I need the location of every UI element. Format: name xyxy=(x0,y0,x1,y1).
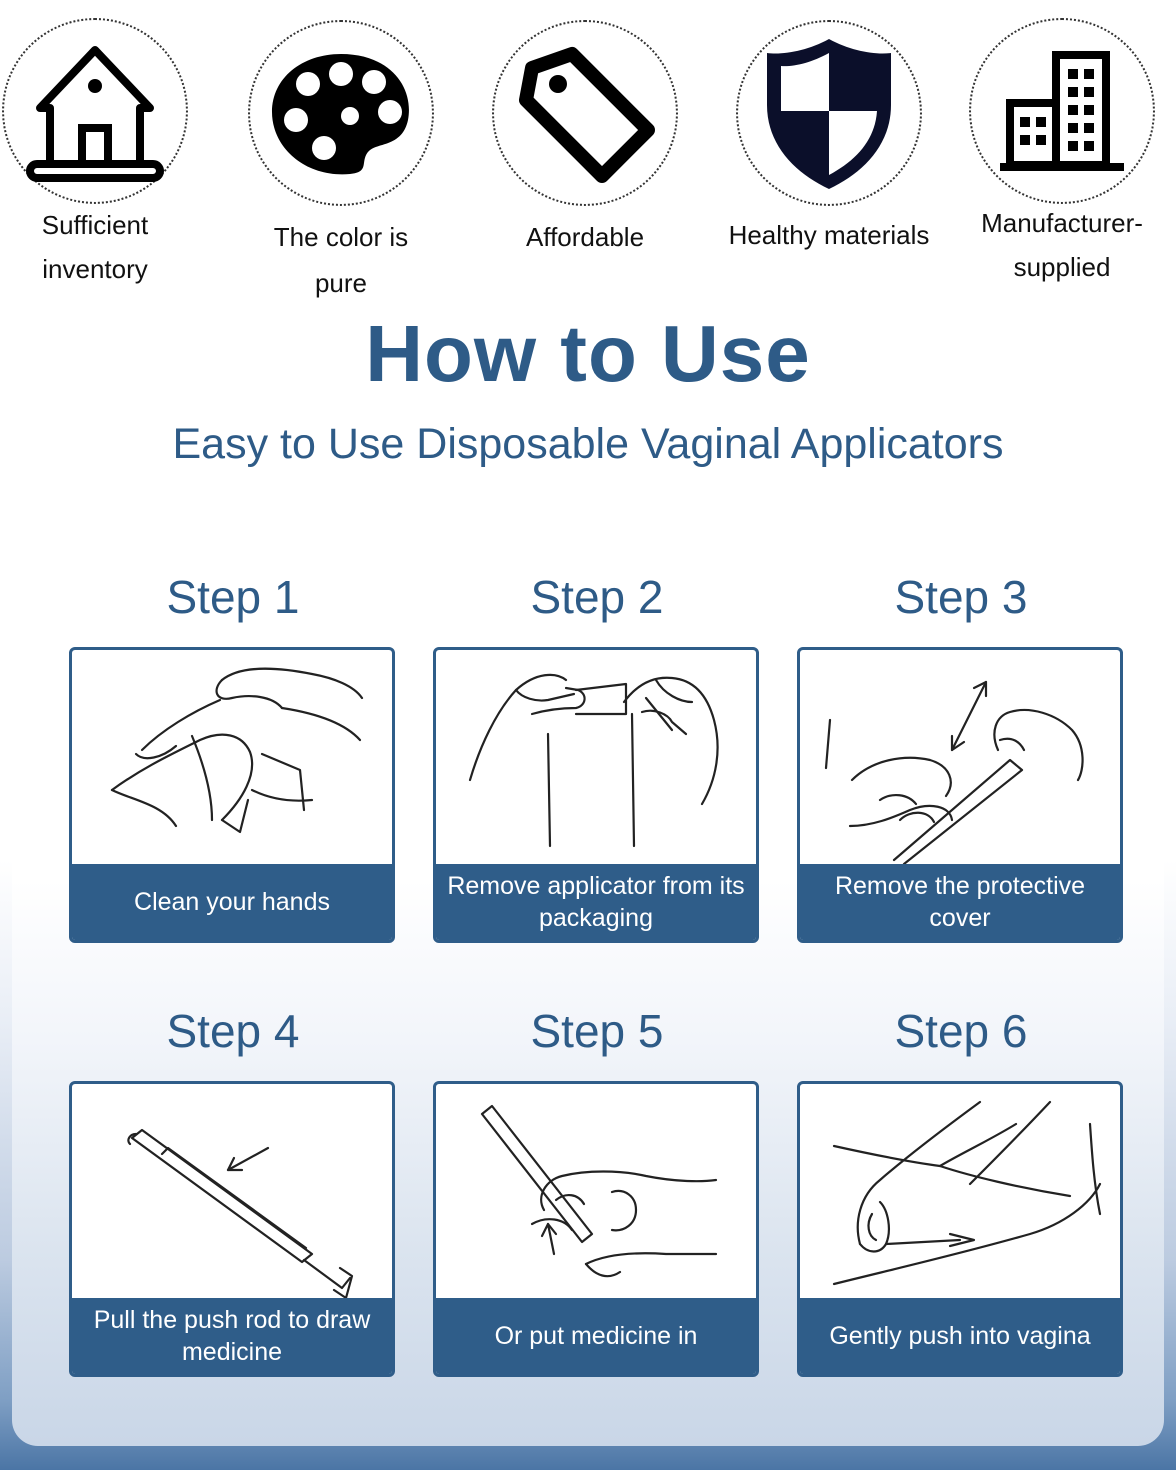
step-3-card xyxy=(797,647,1123,943)
page-subtitle: Easy to Use Disposable Vaginal Applicators xyxy=(172,420,1004,468)
feature-label: Healthy materials xyxy=(728,220,930,250)
insert-medicine-icon xyxy=(436,1084,756,1302)
step-4-title: Step 4 xyxy=(166,1005,300,1057)
step-3-caption: Remove the protective cover xyxy=(800,864,1120,940)
factory-building-icon xyxy=(992,41,1132,181)
step-1-caption: Clean your hands xyxy=(72,864,392,940)
washing-hands-icon xyxy=(72,650,392,868)
step-5-title: Step 5 xyxy=(530,1005,664,1057)
feature-label: Manufacturer- xyxy=(981,208,1143,238)
shield-icon xyxy=(759,33,899,193)
feature-healthy-materials xyxy=(722,20,936,258)
step-1-title: Step 1 xyxy=(166,571,300,623)
feature-label: Sufficient xyxy=(41,210,149,240)
step-6-title: Step 6 xyxy=(894,1005,1028,1057)
feature-circle xyxy=(2,18,188,204)
pull-rod-icon xyxy=(72,1084,392,1302)
step-2-caption: Remove applicator from its packaging xyxy=(436,864,756,940)
step-6-caption: Gently push into vagina xyxy=(800,1298,1120,1374)
feature-label: The color is pure xyxy=(273,222,409,298)
step-1-card xyxy=(69,647,395,943)
step-2-card xyxy=(433,647,759,943)
house-icon xyxy=(20,36,170,186)
feature-circle xyxy=(492,20,678,206)
feature-circle xyxy=(248,20,434,206)
palette-icon xyxy=(266,48,416,178)
step-4-caption: Pull the push rod to draw medicine xyxy=(72,1298,392,1374)
feature-manufacturer-supplied xyxy=(962,18,1162,290)
feature-color-pure xyxy=(246,20,436,306)
feature-label: Affordable xyxy=(525,222,645,252)
feature-circle xyxy=(736,20,922,206)
feature-circle xyxy=(969,18,1155,204)
step-6-card xyxy=(797,1081,1123,1377)
step-3-title: Step 3 xyxy=(894,571,1028,623)
remove-cover-icon xyxy=(800,650,1120,868)
price-tag-icon xyxy=(510,38,660,188)
step-2-title: Step 2 xyxy=(530,571,664,623)
feature-label-line2: inventory xyxy=(42,254,148,284)
page-title: How to Use xyxy=(365,309,811,398)
feature-sufficient-inventory xyxy=(2,18,188,292)
step-5-caption: Or put medicine in xyxy=(436,1298,756,1374)
step-4-card xyxy=(69,1081,395,1377)
open-package-icon xyxy=(436,650,756,868)
feature-affordable xyxy=(490,20,680,260)
push-applicator-icon xyxy=(800,1084,1120,1302)
feature-label-line2: supplied xyxy=(1013,252,1111,282)
step-5-card xyxy=(433,1081,759,1377)
